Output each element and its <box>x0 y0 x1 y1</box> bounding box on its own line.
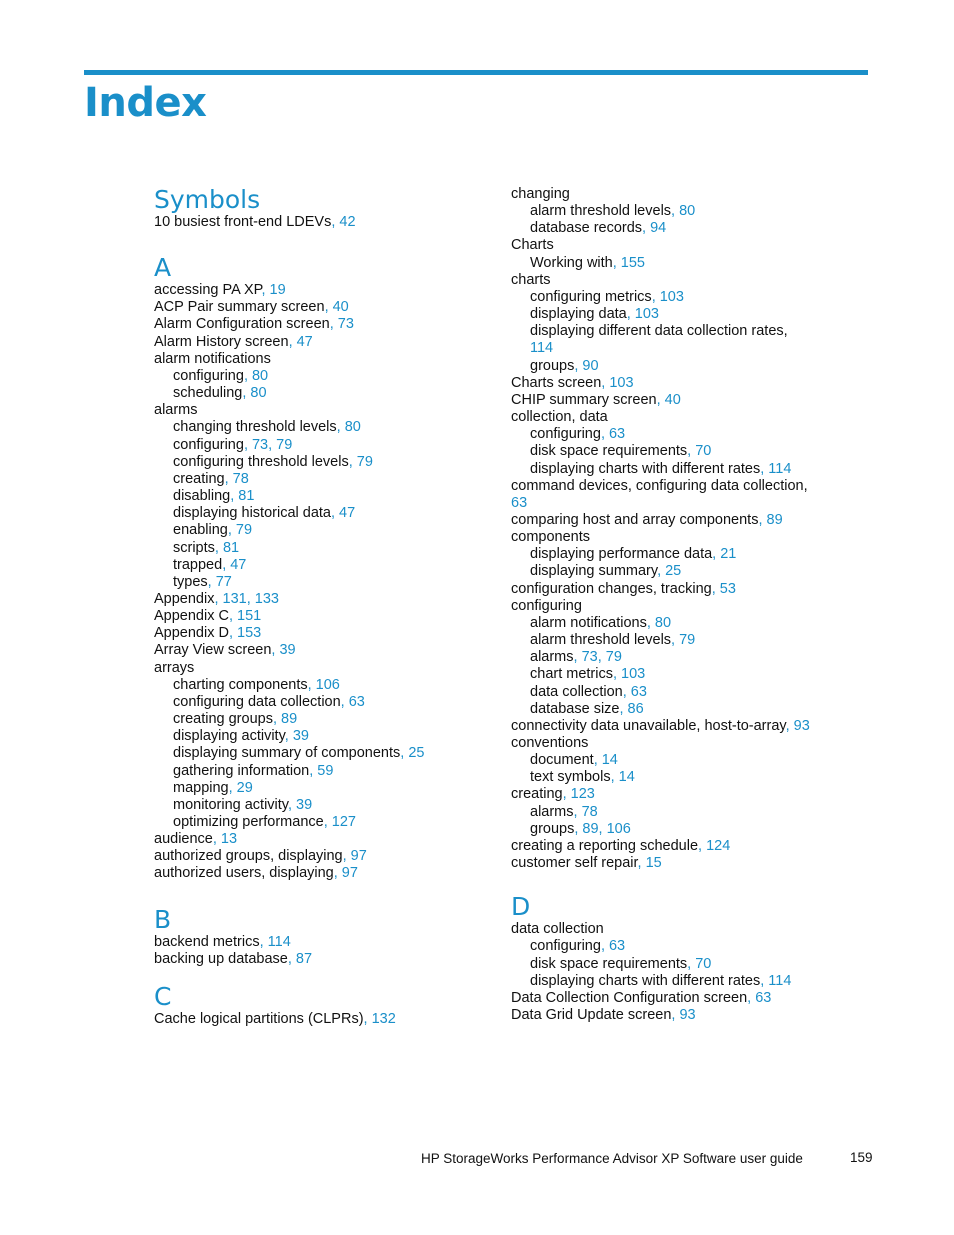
index-entry <box>154 934 494 951</box>
entry-term: configuring <box>173 436 244 453</box>
index-subentry <box>511 203 871 220</box>
entry-term: creating <box>173 470 225 487</box>
index-subentry <box>511 769 871 786</box>
entry-term: changing <box>511 186 570 202</box>
entry-term: accessing PA XP <box>154 282 262 299</box>
entry-term: command devices, configuring data collection, <box>511 477 808 494</box>
entry-term: displaying historical data <box>173 505 331 522</box>
page-reference-link[interactable]: , 103 <box>613 666 646 683</box>
page-reference-link[interactable]: , 53 <box>711 580 736 597</box>
index-entry <box>154 299 494 316</box>
index-subentry <box>511 649 871 666</box>
page-reference-link[interactable]: 63 <box>511 494 528 511</box>
page-reference-link[interactable]: , 80 <box>646 614 672 631</box>
index-subentry <box>154 797 494 814</box>
entry-term: document <box>530 752 594 769</box>
entry-term: collection, data <box>511 409 608 426</box>
index-entry <box>511 186 871 203</box>
page-reference-link[interactable]: , 103 <box>626 306 659 323</box>
index-entry <box>154 282 494 299</box>
index-entry <box>154 608 494 625</box>
index-subentry <box>154 454 494 471</box>
section-heading: D <box>511 892 531 922</box>
entry-term: database size <box>530 700 620 717</box>
entry-term: Working with <box>530 254 613 271</box>
index-subentry <box>511 340 871 357</box>
entry-term: alarm notifications <box>530 614 647 631</box>
page-reference-link[interactable]: , 79 <box>227 522 253 539</box>
entry-term: displaying data <box>530 306 627 323</box>
page-reference-link[interactable]: , 81 <box>230 488 255 505</box>
entry-term: monitoring activity <box>173 796 288 813</box>
page-reference-link[interactable]: , 93 <box>671 1007 696 1024</box>
index-subentry <box>154 540 494 557</box>
index-subentry <box>154 471 494 488</box>
footer-title: HP StorageWorks Performance Advisor XP Software user guide <box>421 1151 803 1166</box>
page-reference-link[interactable]: , 39 <box>284 728 309 745</box>
index-entry <box>511 786 871 803</box>
page-reference-link[interactable]: , 40 <box>324 299 349 316</box>
entry-term: groups <box>530 357 575 374</box>
entry-term: displaying charts with different rates <box>530 972 761 989</box>
index-subentry <box>154 557 494 574</box>
index-subentry <box>154 385 494 402</box>
index-subentry <box>154 677 494 694</box>
page-reference-link[interactable]: , 80 <box>243 367 269 384</box>
page-reference-link[interactable]: , 89 <box>758 511 783 528</box>
index-subentry <box>511 220 871 237</box>
entry-term: creating groups <box>173 711 273 728</box>
page-reference-link[interactable]: , 14 <box>593 752 618 769</box>
index-entry <box>154 591 494 608</box>
index-entry <box>511 529 871 546</box>
page-reference-link[interactable]: , 153 <box>228 625 262 642</box>
page-reference-link[interactable]: , 155 <box>612 254 645 271</box>
index-subentry <box>511 821 871 838</box>
index-subentry <box>154 488 494 505</box>
index-subentry <box>511 323 871 340</box>
section-heading: A <box>154 253 172 283</box>
page-reference-link[interactable]: , 15 <box>637 855 662 872</box>
page-reference-link[interactable]: , 127 <box>323 814 356 830</box>
index-section <box>511 186 871 872</box>
entry-term: displaying performance data <box>530 546 713 563</box>
page-reference-link[interactable]: , 151 <box>228 608 262 625</box>
entry-term: data collection <box>530 683 623 700</box>
page-number: 159 <box>850 1150 873 1165</box>
page-reference-link[interactable]: , 103 <box>651 288 684 305</box>
entry-term: chart metrics <box>530 666 613 683</box>
entry-term: ACP Pair summary screen <box>154 299 325 316</box>
page-reference-link[interactable]: , 94 <box>642 220 667 237</box>
entry-term: optimizing performance <box>173 814 324 830</box>
index-subentry <box>154 814 494 831</box>
entry-term: conventions <box>511 735 589 751</box>
index-entry <box>154 625 494 642</box>
entry-term: disk space requirements <box>530 443 688 460</box>
entry-term: alarm notifications <box>154 350 271 367</box>
page-reference-link[interactable]: , 47 <box>222 556 247 573</box>
entry-term: components <box>511 529 590 546</box>
index-entry <box>511 512 871 529</box>
page-reference-link[interactable]: , 47 <box>330 505 356 522</box>
index-subentry <box>511 684 871 701</box>
page-reference-link[interactable]: , 29 <box>228 779 253 796</box>
entry-term: Appendix <box>154 590 215 607</box>
index-entry <box>154 642 494 659</box>
entry-term: configuring <box>173 367 244 384</box>
index-subentry <box>511 563 871 580</box>
page-reference-link[interactable]: , 59 <box>309 762 334 779</box>
entry-term: configuring <box>530 426 601 443</box>
page-title: Index <box>84 80 207 126</box>
page-reference-link[interactable]: , 89 <box>272 711 298 728</box>
index-section <box>154 906 494 968</box>
entry-term: types <box>173 573 208 590</box>
entry-term: alarms <box>530 649 574 666</box>
index-entry <box>154 402 494 419</box>
entry-term: backing up database <box>154 950 288 967</box>
entry-term: Cache logical partitions (CLPRs) <box>154 1010 364 1027</box>
page-reference-link[interactable]: , 25 <box>400 745 425 762</box>
index-entry <box>511 598 871 615</box>
page-reference-link[interactable]: , 63 <box>340 693 365 710</box>
entry-term: Appendix C <box>154 608 229 625</box>
page-reference-link[interactable]: , 13 <box>212 831 238 848</box>
section-heading: Symbols <box>154 185 261 214</box>
entry-term: Alarm Configuration screen <box>154 316 330 333</box>
entry-term: Data Grid Update screen <box>511 1007 672 1024</box>
entry-term: comparing host and array components <box>511 511 759 528</box>
entry-term: displaying summary of components <box>173 745 401 762</box>
entry-term: configuration changes, tracking <box>511 580 712 597</box>
page-reference-link[interactable]: , 97 <box>342 848 367 865</box>
index-section <box>154 254 494 882</box>
entry-term: Appendix D <box>154 625 229 642</box>
entry-term: alarm threshold levels <box>530 203 672 220</box>
index-subentry <box>511 752 871 769</box>
entry-term: alarms <box>530 803 574 820</box>
page-reference-link[interactable]: , 131, 133 <box>214 590 279 607</box>
index-subentry <box>511 289 871 306</box>
entry-term: configuring data collection <box>173 693 341 710</box>
page-reference-link[interactable]: , 93 <box>785 717 810 734</box>
page-reference-link[interactable]: , 79 <box>671 632 696 649</box>
page-reference-link[interactable]: , 79 <box>348 453 373 470</box>
entry-term: data collection <box>511 921 604 938</box>
page-reference-link[interactable]: , 42 <box>331 214 356 230</box>
section-heading: B <box>154 904 172 934</box>
page-reference-link[interactable]: , 81 <box>214 539 240 556</box>
index-entry <box>154 316 494 333</box>
page-reference-link[interactable]: , 89, 106 <box>574 820 631 837</box>
page-reference-link[interactable]: 114 <box>530 340 554 357</box>
entry-term: mapping <box>173 779 229 796</box>
entry-term: Charts screen <box>511 374 602 391</box>
header-rule <box>84 70 868 75</box>
index-entry <box>154 848 494 865</box>
page-reference-link[interactable]: , 78 <box>573 803 598 820</box>
entry-term: text symbols <box>530 769 611 786</box>
index-entry <box>511 735 871 752</box>
page-reference-link[interactable]: , 80 <box>336 419 361 436</box>
index-entry <box>511 718 871 735</box>
page-reference-link[interactable]: , 103 <box>601 374 634 391</box>
page-reference-link[interactable]: , 14 <box>610 769 635 786</box>
index-subentry <box>511 666 871 683</box>
entry-term: backend metrics <box>154 933 260 950</box>
index-subentry <box>511 615 871 632</box>
entry-term: alarms <box>154 402 198 419</box>
entry-term: gathering information <box>173 762 310 779</box>
page-reference-link[interactable]: , 40 <box>656 391 681 408</box>
page-reference-link[interactable]: , 78 <box>224 470 249 487</box>
index-subentry <box>154 505 494 522</box>
index-subentry <box>154 694 494 711</box>
page-reference-link[interactable]: , 63 <box>622 683 647 700</box>
index-subentry <box>511 443 871 460</box>
page-reference-link[interactable]: , 73, 79 <box>573 649 622 666</box>
index-subentry <box>154 522 494 539</box>
page-reference-link[interactable]: , 70 <box>687 955 712 972</box>
entry-term: charts <box>511 271 551 288</box>
entry-term: groups <box>530 820 575 837</box>
page-reference-link[interactable]: , 63 <box>600 938 626 955</box>
entry-term: configuring <box>511 597 582 614</box>
index-entry <box>511 921 871 938</box>
entry-term: trapped <box>173 556 223 573</box>
index-entry <box>154 214 494 231</box>
page-reference-link[interactable]: , 63 <box>600 426 626 443</box>
page-reference-link[interactable]: , 97 <box>333 865 358 882</box>
index-subentry <box>154 745 494 762</box>
entry-term: Data Collection Configuration screen <box>511 989 748 1006</box>
page-reference-link[interactable]: , 77 <box>207 573 232 590</box>
entry-term: creating <box>511 786 563 803</box>
page-reference-link[interactable]: , 114 <box>259 933 291 950</box>
page-reference-link[interactable]: , 90 <box>574 357 599 374</box>
entry-term: creating a reporting schedule <box>511 837 699 854</box>
entry-term: displaying charts with different rates <box>530 460 761 477</box>
index-entry <box>511 855 871 872</box>
entry-term: disabling <box>173 488 231 505</box>
index-subentry <box>511 306 871 323</box>
index-subentry <box>511 632 871 649</box>
index-entry <box>511 392 871 409</box>
index-entry <box>154 951 494 968</box>
entry-term: changing threshold levels <box>173 419 337 436</box>
entry-term: 10 busiest front-end LDEVs <box>154 214 332 230</box>
page-reference-link[interactable]: , 73 <box>329 316 354 333</box>
index-entry <box>511 1007 871 1024</box>
index-entry <box>511 237 871 254</box>
entry-term: configuring <box>530 938 601 955</box>
entry-term: displaying summary <box>530 563 658 580</box>
index-subentry <box>511 956 871 973</box>
page-reference-link[interactable]: , 21 <box>712 546 737 563</box>
entry-term: audience <box>154 831 213 848</box>
index-subentry <box>154 728 494 745</box>
index-subentry <box>511 358 871 375</box>
page-reference-link[interactable]: , 80 <box>242 385 267 402</box>
index-subentry <box>511 938 871 955</box>
page-reference-link[interactable]: , 39 <box>271 642 296 659</box>
index-subentry <box>511 804 871 821</box>
section-heading: C <box>154 981 172 1011</box>
entry-term: configuring metrics <box>530 288 652 305</box>
entry-term: customer self repair <box>511 855 638 872</box>
entry-term: database records <box>530 220 643 237</box>
entry-term: enabling <box>173 522 228 539</box>
entry-term: authorized groups, displaying <box>154 848 343 865</box>
page-reference-link[interactable]: , 39 <box>287 796 313 813</box>
entry-term: configuring threshold levels <box>173 453 349 470</box>
index-entry <box>511 272 871 289</box>
index-entry <box>511 375 871 392</box>
entry-term: Charts <box>511 237 554 254</box>
index-column-right <box>511 186 871 1024</box>
index-entry <box>511 409 871 426</box>
entry-term: arrays <box>154 659 195 676</box>
index-entry <box>154 660 494 677</box>
index-section <box>154 983 494 1028</box>
entry-term: authorized users, displaying <box>154 865 334 882</box>
index-entry <box>154 351 494 368</box>
page-reference-link[interactable]: , 73, 79 <box>243 436 293 453</box>
index-entry <box>511 838 871 855</box>
page-reference-link[interactable]: , 124 <box>698 837 731 854</box>
entry-term: Alarm History screen <box>154 333 289 350</box>
entry-term: CHIP summary screen <box>511 391 657 408</box>
entry-term: scripts <box>173 539 215 556</box>
index-subentry <box>154 437 494 454</box>
page-reference-link[interactable]: , 114 <box>760 460 792 477</box>
entry-term: charting components <box>173 676 308 693</box>
page-reference-link[interactable]: , 25 <box>657 563 682 580</box>
index-subentry <box>511 973 871 990</box>
page-reference-link[interactable]: , 47 <box>288 333 313 350</box>
index-entry <box>511 495 871 512</box>
page-reference-link[interactable]: , 70 <box>687 443 712 460</box>
entry-term: scheduling <box>173 385 243 402</box>
entry-term: alarm threshold levels <box>530 632 672 649</box>
index-subentry <box>511 461 871 478</box>
page-reference-link[interactable]: , 86 <box>619 700 644 717</box>
index-section <box>511 893 871 1024</box>
entry-term: disk space requirements <box>530 955 688 972</box>
index-subentry <box>154 419 494 436</box>
page-reference-link[interactable]: , 63 <box>747 989 772 1006</box>
page-reference-link[interactable]: , 19 <box>261 282 286 299</box>
page-reference-link[interactable]: , 80 <box>671 203 696 220</box>
page-reference-link[interactable]: , 106 <box>307 676 340 693</box>
index-entry <box>154 334 494 351</box>
index-subentry <box>511 701 871 718</box>
index-subentry <box>154 574 494 591</box>
index-subentry <box>154 711 494 728</box>
index-subentry <box>511 255 871 272</box>
index-entry <box>154 865 494 882</box>
index-entry <box>511 990 871 1007</box>
index-entry <box>154 1011 494 1028</box>
index-subentry <box>154 368 494 385</box>
index-section <box>154 186 494 231</box>
entry-term: Array View screen <box>154 642 272 659</box>
index-entry <box>154 831 494 848</box>
page-reference-link[interactable]: , 123 <box>562 786 595 803</box>
page-reference-link[interactable]: , 114 <box>760 972 792 989</box>
index-subentry <box>154 780 494 797</box>
index-subentry <box>154 763 494 780</box>
index-subentry <box>511 546 871 563</box>
page-reference-link[interactable]: , 87 <box>287 950 313 967</box>
entry-term: displaying activity <box>173 728 285 745</box>
index-entry <box>511 581 871 598</box>
index-subentry <box>511 426 871 443</box>
entry-term: displaying different data collection rates, <box>530 323 788 340</box>
page-reference-link[interactable]: , 132 <box>363 1010 396 1027</box>
index-entry <box>511 478 871 495</box>
entry-term: connectivity data unavailable, host-to-array <box>511 717 786 734</box>
index-column-left <box>154 186 494 1028</box>
